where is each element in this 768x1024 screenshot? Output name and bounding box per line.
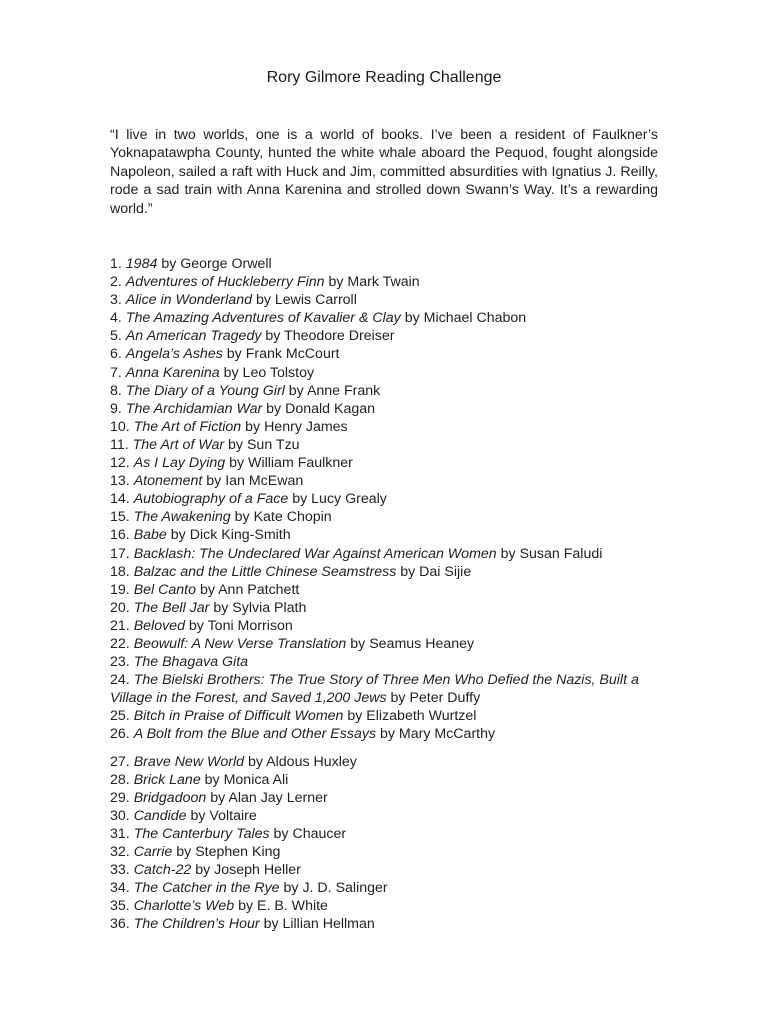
item-number: 24. [110, 672, 130, 689]
book-author: by Elizabeth Wurtzel [347, 708, 477, 725]
book-author: by William Faulkner [229, 455, 353, 472]
item-number: 1. [110, 256, 122, 272]
list-item [110, 400, 670, 418]
book-title: Candide [133, 807, 187, 824]
item-number: 20. [110, 599, 130, 616]
book-author: by Sun Tzu [228, 436, 300, 453]
book-author: by Frank McCourt [226, 346, 340, 363]
book-author: by Voltaire [190, 807, 257, 824]
book-author: by Kate Chopin [234, 509, 332, 526]
item-number: 22. [110, 635, 130, 652]
intro-quote: “I live in two worlds, one is a world of books. I’ve been a resident of Faulkner’s Yoknapatawpha County, hunted the white whale aboard the Pequod, fought alongside Napoleon, sailed a raft with Huck and Jim, committed absurdities with Ignatius J. Reilly, rode a sad train with Anna Karenina and strolled down Swann’s Way. It’s a rewarding world.” [110, 127, 658, 217]
book-author: by J. D. Salinger [283, 880, 388, 897]
book-author: by Mary McCarthy [380, 726, 496, 743]
book-title: 1984 [125, 256, 158, 272]
book-title: Beowulf: A New Verse Translation [133, 635, 347, 652]
book-title: As I Lay Dying [133, 455, 226, 472]
list-item [110, 364, 670, 382]
list-item [110, 545, 670, 563]
book-title: Atonement [133, 473, 203, 490]
book-author: by Alan Jay Lerner [210, 789, 328, 806]
list-item [110, 825, 670, 843]
item-number: 17. [110, 545, 130, 562]
book-author: by George Orwell [161, 256, 272, 272]
book-title: Backlash: The Undeclared War Against American Women [133, 545, 497, 562]
book-title: Bridgadoon [133, 789, 207, 806]
item-number: 19. [110, 581, 130, 598]
list-item [110, 671, 650, 707]
book-title: Catch-22 [133, 862, 192, 879]
book-list [110, 255, 670, 933]
book-author: by Susan Faludi [500, 545, 603, 562]
book-title: Anna Karenina [125, 364, 220, 381]
item-number: 33. [110, 862, 130, 879]
book-author: by Ann Patchett [199, 581, 300, 598]
item-number: 2. [110, 274, 122, 291]
item-number: 15. [110, 509, 130, 526]
item-number: 9. [110, 400, 122, 417]
item-number: 29. [110, 789, 130, 806]
page-title: Rory Gilmore Reading Challenge [266, 69, 502, 86]
item-number: 8. [110, 382, 122, 399]
book-author: by Toni Morrison [188, 617, 293, 634]
book-author: by Seamus Heaney [350, 635, 475, 652]
list-item [110, 635, 670, 653]
book-title: The Bhagava Gita [133, 654, 249, 671]
book-author: by E. B. White [238, 898, 328, 915]
book-author: by Donald Kagan [266, 400, 376, 417]
list-item [110, 382, 670, 400]
book-author: by Sylvia Plath [213, 599, 307, 616]
list-item [110, 418, 670, 436]
book-title: Beloved [133, 617, 185, 634]
book-title: The Canterbury Tales [133, 825, 270, 842]
book-author: by Henry James [245, 418, 348, 435]
item-number: 25. [110, 708, 130, 725]
book-author: by Lillian Hellman [263, 916, 375, 933]
list-item [110, 915, 670, 933]
item-number: 23. [110, 654, 130, 671]
book-title: Brave New World [133, 753, 245, 770]
item-number: 26. [110, 726, 130, 743]
item-number: 32. [110, 844, 130, 860]
book-author: by Lewis Carroll [255, 292, 357, 309]
item-number: 35. [110, 898, 130, 915]
item-number: 27. [110, 753, 130, 770]
book-author: by Dick King-Smith [170, 527, 291, 544]
book-title: Bitch in Praise of Difficult Women [133, 708, 344, 725]
list-item [110, 771, 670, 789]
item-number: 18. [110, 563, 130, 580]
book-title: Autobiography of a Face [133, 491, 289, 508]
list-item [110, 807, 670, 825]
list-item [110, 345, 670, 363]
book-title: The Art of Fiction [133, 418, 242, 435]
list-item [110, 897, 670, 915]
item-number: 30. [110, 807, 130, 824]
list-item [110, 599, 670, 617]
book-title: Carrie [133, 844, 173, 860]
list-item [110, 327, 670, 345]
item-number: 5. [110, 328, 122, 345]
book-author: by Dai Sijie [400, 563, 472, 580]
book-author: by Theodore Dreiser [265, 328, 395, 345]
book-title: Angela’s Ashes [125, 346, 223, 363]
book-author: by Michael Chabon [404, 310, 527, 327]
book-author: by Mark Twain [328, 274, 420, 291]
book-title: Babe [133, 527, 167, 544]
item-number: 11. [110, 436, 129, 453]
book-title: An American Tragedy [125, 328, 262, 345]
list-item [110, 843, 670, 861]
list-item [110, 653, 670, 671]
item-number: 36. [110, 916, 130, 933]
list-item [110, 309, 670, 327]
book-title: Alice in Wonderland [125, 292, 252, 309]
book-title: The Catcher in the Rye [133, 880, 280, 897]
book-author: by Anne Frank [288, 382, 381, 399]
list-item [110, 707, 670, 725]
item-number: 3. [110, 292, 122, 309]
item-number: 21. [110, 617, 130, 634]
book-author: by Aldous Huxley [248, 753, 357, 770]
item-number: 12. [110, 455, 130, 472]
list-item [110, 617, 670, 635]
list-item [110, 581, 670, 599]
list-item [110, 753, 670, 771]
book-title: The Archidamian War [125, 400, 263, 417]
book-title: Brick Lane [133, 771, 201, 788]
list-item [110, 508, 670, 526]
book-title: The Children’s Hour [133, 916, 260, 933]
item-number: 16. [110, 527, 130, 544]
book-title: The Diary of a Young Girl [125, 382, 285, 399]
book-author: by Joseph Heller [195, 862, 301, 879]
item-number: 7. [110, 364, 122, 381]
list-item [110, 563, 670, 581]
item-number: 14. [110, 491, 130, 508]
list-item [110, 526, 670, 544]
list-item [110, 454, 670, 472]
book-title: Charlotte’s Web [133, 898, 235, 915]
item-number: 13. [110, 473, 130, 490]
list-item [110, 861, 670, 879]
book-title: A Bolt from the Blue and Other Essays [133, 726, 377, 743]
book-author: by Chaucer [273, 825, 347, 842]
list-item [110, 490, 670, 508]
book-author: by Lucy Grealy [292, 491, 387, 508]
list-item [110, 725, 670, 743]
item-number: 6. [110, 346, 122, 363]
list-item [110, 291, 670, 309]
book-author: by Ian McEwan [206, 473, 304, 490]
book-author: by Peter Duffy [390, 690, 481, 707]
book-author: by Monica Ali [204, 771, 289, 788]
list-item [110, 789, 670, 807]
book-title: The Bielski Brothers: The True Story of Three Men Who Defied the Nazis, Built a Village in the Forest, and Saved 1,200 Jews [110, 672, 639, 707]
list-item [110, 273, 670, 291]
book-title: Bel Canto [133, 581, 196, 598]
book-title: The Art of War [132, 436, 225, 453]
list-item [110, 255, 670, 273]
book-title: The Bell Jar [133, 599, 210, 616]
book-title: The Amazing Adventures of Kavalier & Clay [125, 310, 401, 327]
book-author: by Leo Tolstoy [223, 364, 315, 381]
book-title: Balzac and the Little Chinese Seamstress [133, 563, 397, 580]
book-title: Adventures of Huckleberry Finn [125, 274, 325, 291]
item-number: 34. [110, 880, 130, 897]
list-item [110, 879, 670, 897]
list-item [110, 436, 670, 454]
book-title: The Awakening [133, 509, 231, 526]
item-number: 4. [110, 310, 122, 327]
list-item [110, 472, 670, 490]
item-number: 28. [110, 771, 130, 788]
item-number: 31. [110, 825, 130, 842]
item-number: 10. [110, 418, 130, 435]
book-author: by Stephen King [176, 844, 281, 860]
